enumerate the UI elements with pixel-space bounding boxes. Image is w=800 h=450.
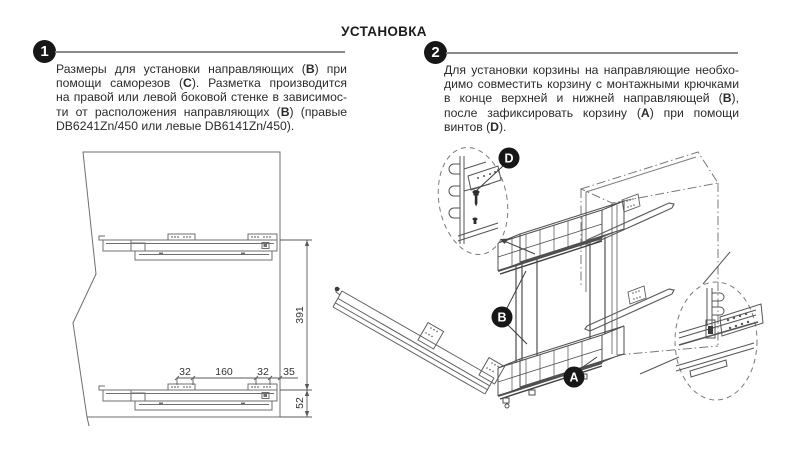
- slide-3d: [333, 287, 505, 394]
- drawer-slide-bottom: [99, 384, 277, 410]
- section-1-number: 1: [40, 43, 49, 60]
- section-1-badge: [33, 40, 56, 63]
- dim-160: 160: [215, 366, 233, 378]
- basket-installation-diagram: [330, 140, 795, 445]
- callout-d-label: D: [504, 151, 514, 166]
- section-1-rule: [55, 51, 345, 53]
- section-2-rule: [446, 52, 738, 54]
- callout-a-label: A: [569, 370, 579, 385]
- detail-circle-hook: [640, 252, 763, 400]
- callout-b: [492, 307, 513, 328]
- section-2-number: 2: [431, 44, 440, 61]
- dim-32-left: 32: [179, 366, 191, 378]
- cabinet-side-panel: [73, 152, 280, 417]
- section-1-text: Размеры для установки направляющих (B) при помощи саморезов (C). Разметка производится на правой или левой боковой стенке в зависимос- ти от расположения направляющих (B) (правые DB6241Zn/450 или левые DB6141Zn/450).: [56, 62, 347, 133]
- lower-basket: [498, 326, 624, 399]
- dim-35: 35: [283, 366, 295, 378]
- section-2-text: Для установки корзины на направляющие необхо- димо совместить корзину с монтажными крючками в конце верхней и нижней направляющей (B), после зафиксировать корзину (A) при помощи винтов (D).: [444, 63, 740, 134]
- rail-mounting-diagram: [60, 145, 330, 445]
- section-2-badge: [424, 41, 447, 64]
- dim-32-right: 32: [257, 366, 269, 378]
- rail-bracket-plates: [622, 194, 646, 304]
- callout-a: [564, 367, 585, 388]
- dim-52: 52: [294, 397, 306, 409]
- drawer-slide-top: [99, 234, 277, 260]
- basket-posts: [516, 237, 605, 363]
- screw-icon: [472, 190, 479, 224]
- cabinet-rails: [585, 203, 674, 331]
- callout-d: [499, 148, 520, 169]
- cabinet-outline: [581, 152, 718, 355]
- dim-391: 391: [294, 306, 306, 324]
- callout-b-label: B: [497, 310, 507, 325]
- page-title: УСТАНОВКА: [341, 24, 427, 39]
